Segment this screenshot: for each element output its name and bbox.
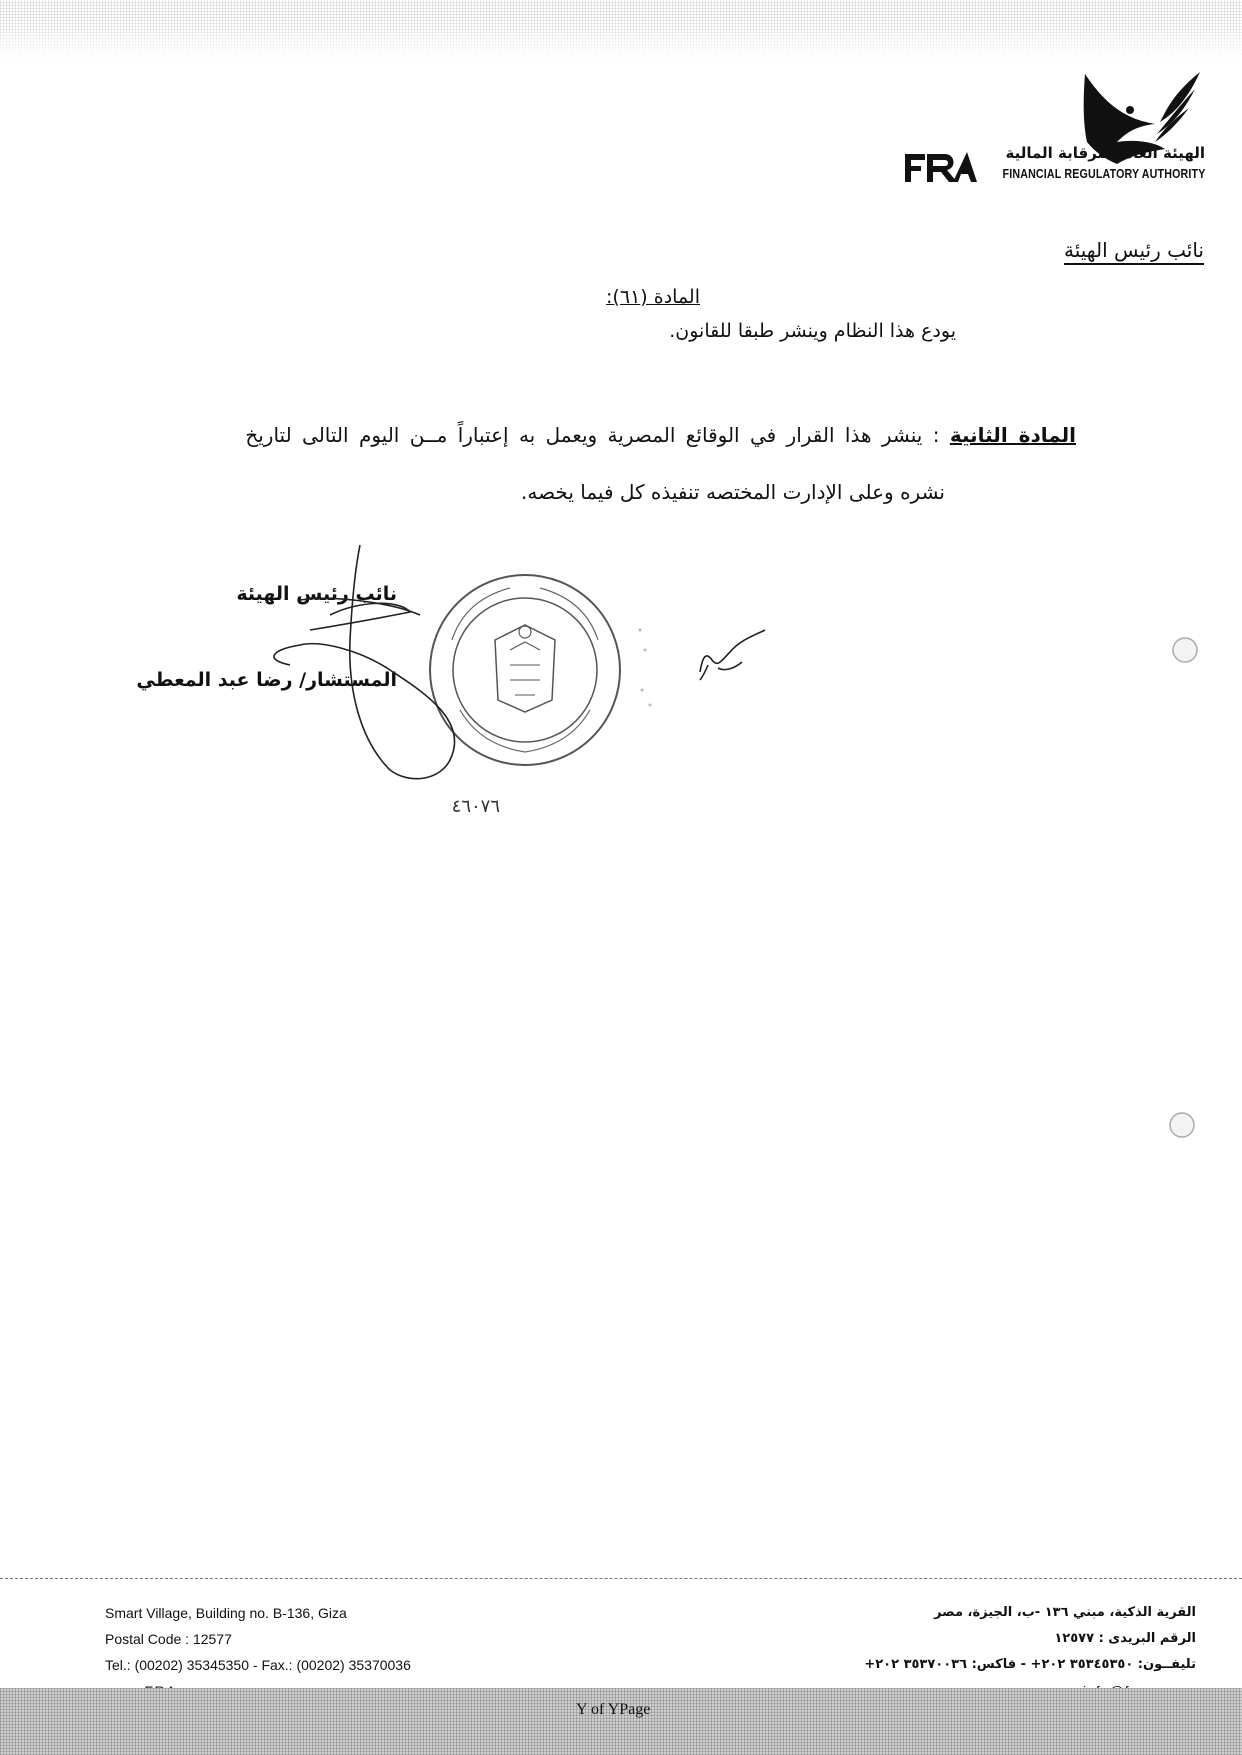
signatory-name: المستشار/ رضا عبد المعطي: [136, 669, 397, 691]
footer-phone-en: Tel.: (00202) 35345350 - Fax.: (00202) 35370036: [105, 1657, 411, 1673]
official-stamp-icon: [430, 575, 620, 765]
second-article-label: المادة الثانية: [949, 423, 1076, 447]
scan-dots: [639, 629, 652, 707]
stamp-ring-text: [452, 588, 598, 752]
footer-address-en: Smart Village, Building no. B-136, Giza: [105, 1605, 347, 1621]
org-name-en: FINANCIAL REGULATORY AUTHORITY: [1002, 166, 1205, 181]
footer-phone-ar: تليفــون: ٣٥٣٤٥٣٥٠ ٢٠٢+ - فاكس: ٣٥٣٧٠٠٣٦ ٢٠٢+: [864, 1657, 1196, 1672]
footer-divider: [0, 1578, 1242, 1579]
article-61-text: يودع هذا النظام وينشر طبقا للقانون.: [669, 320, 956, 342]
signature-scribble-left: [274, 545, 455, 779]
handwritten-number: ٤٦٠٧٦: [451, 796, 500, 817]
scan-noise-bottom: [0, 1688, 1242, 1755]
signature-scribble-right: [700, 630, 765, 680]
signatory-title: نائب رئيس الهيئة: [236, 583, 397, 605]
second-article-line1: : ينشر هذا القرار في الوقائع المصرية ويعمل به إعتباراً مــن اليوم التالى لتاريخ: [245, 423, 940, 447]
footer-address-ar: القرية الذكية، مبني ١٣٦ -ب، الجيزة، مصر: [934, 1605, 1196, 1620]
article-61-label: المادة (٦١):: [606, 286, 700, 308]
footer-postal-en: Postal Code : 12577: [105, 1631, 232, 1647]
punch-hole-icon: [1170, 638, 1197, 1137]
footer-postal-ar: الرقم البريدى : ١٢٥٧٧: [1054, 1631, 1196, 1646]
page-number: Y of YPage: [576, 1701, 651, 1718]
second-article-line2: نشره وعلى الإدارت المختصه تنفيذه كل فيما يخصه.: [521, 480, 945, 504]
office-title: نائب رئيس الهيئة: [1064, 238, 1204, 265]
org-name-ar: الهيئة العامة للرقابة المالية: [1005, 144, 1205, 162]
